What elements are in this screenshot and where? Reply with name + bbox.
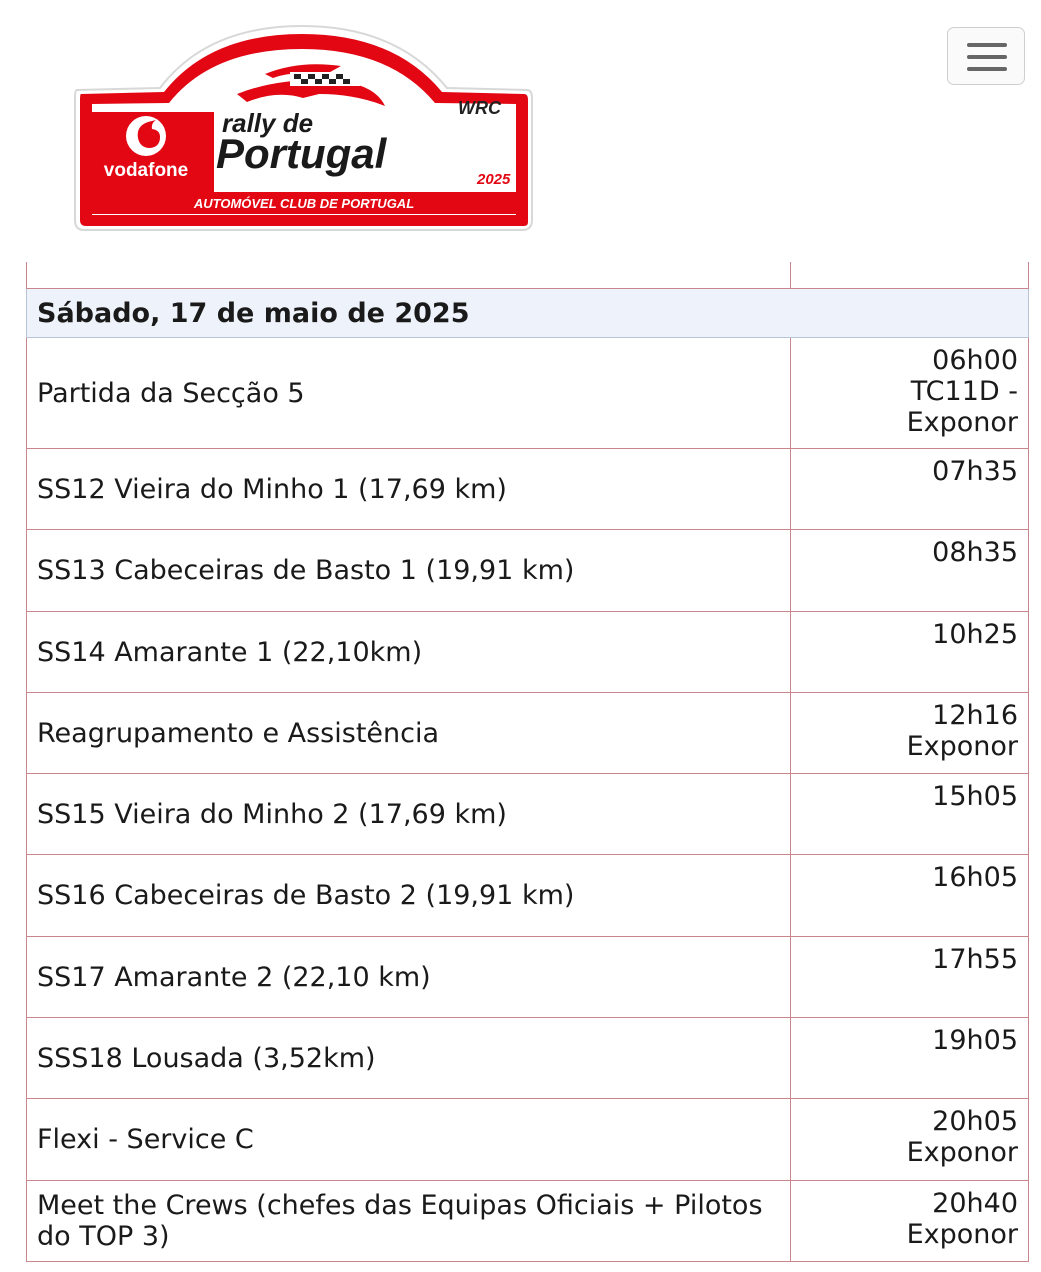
logo-club-text: AUTOMÓVEL CLUB DE PORTUGAL xyxy=(193,196,415,211)
event-location: Exponor xyxy=(906,407,1018,438)
event-time-value: 07h35 xyxy=(932,456,1018,487)
table-row xyxy=(27,937,1029,1018)
event-time xyxy=(791,855,1029,937)
hamburger-menu-icon xyxy=(967,43,1007,47)
event-time xyxy=(791,774,1029,855)
table-row xyxy=(27,612,1029,693)
day-header: Sábado, 17 de maio de 2025 xyxy=(27,289,1029,338)
table-row xyxy=(27,1099,1029,1181)
event-time xyxy=(791,338,1029,449)
event-location: Exponor xyxy=(906,731,1018,762)
table-row xyxy=(27,262,1029,289)
event-time-value: 19h05 xyxy=(932,1025,1018,1056)
table-row xyxy=(27,449,1029,530)
schedule-table xyxy=(26,262,1029,1262)
event-name: SS17 Amarante 2 (22,10 km) xyxy=(27,937,791,1018)
event-time xyxy=(791,449,1029,530)
menu-button[interactable] xyxy=(947,27,1025,85)
event-time-value: 16h05 xyxy=(932,862,1018,893)
event-name: Flexi - Service C xyxy=(27,1099,791,1181)
event-time-value: 15h05 xyxy=(932,781,1018,812)
event-location: Exponor xyxy=(906,1219,1018,1250)
event-location: Exponor xyxy=(906,1137,1018,1168)
event-time xyxy=(791,1018,1029,1099)
logo-brand-text: vodafone xyxy=(103,160,189,181)
hamburger-menu-icon xyxy=(967,55,1007,59)
table-row xyxy=(27,530,1029,612)
logo-title-line2: Portugal xyxy=(216,130,387,177)
table-cell xyxy=(27,262,791,289)
event-time xyxy=(791,937,1029,1018)
day-header-row xyxy=(27,289,1029,338)
table-row xyxy=(27,774,1029,855)
logo-title-line1: rally de xyxy=(222,108,314,138)
table-row xyxy=(27,1018,1029,1099)
table-cell xyxy=(791,262,1029,289)
event-time-value: 12h16 xyxy=(932,700,1018,731)
hamburger-menu-icon xyxy=(967,67,1007,71)
logo-series-text: WRC xyxy=(458,98,501,118)
table-row xyxy=(27,1181,1029,1262)
event-time-value: 20h40 xyxy=(932,1188,1018,1219)
event-time xyxy=(791,530,1029,612)
event-time-value: 20h05 xyxy=(932,1106,1018,1137)
event-name: Partida da Secção 5 xyxy=(27,338,791,449)
event-name: SS14 Amarante 1 (22,10km) xyxy=(27,612,791,693)
event-time xyxy=(791,1099,1029,1181)
event-name: Reagrupamento e Assistência xyxy=(27,693,791,774)
event-name: SS15 Vieira do Minho 2 (17,69 km) xyxy=(27,774,791,855)
event-name: SS12 Vieira do Minho 1 (17,69 km) xyxy=(27,449,791,530)
event-name: SS13 Cabeceiras de Basto 1 (19,91 km) xyxy=(27,530,791,612)
event-name: SSS18 Lousada (3,52km) xyxy=(27,1018,791,1099)
event-location: TC11D - xyxy=(910,376,1018,407)
event-time-value: 08h35 xyxy=(932,537,1018,568)
event-time-value: 10h25 xyxy=(932,619,1018,650)
logo-year-text: 2025 xyxy=(477,171,511,188)
event-time xyxy=(791,612,1029,693)
event-name: SS16 Cabeceiras de Basto 2 (19,91 km) xyxy=(27,855,791,937)
site-header xyxy=(0,0,1041,270)
event-time-value: 06h00 xyxy=(932,345,1018,376)
event-time xyxy=(791,1181,1029,1262)
event-time xyxy=(791,693,1029,774)
rally-de-portugal-logo[interactable] xyxy=(72,22,534,234)
event-name: Meet the Crews (chefes das Equipas Oficiais + Pilotos do TOP 3) xyxy=(27,1181,791,1262)
table-row xyxy=(27,855,1029,937)
table-row xyxy=(27,338,1029,449)
table-row xyxy=(27,693,1029,774)
event-time-value: 17h55 xyxy=(932,944,1018,975)
